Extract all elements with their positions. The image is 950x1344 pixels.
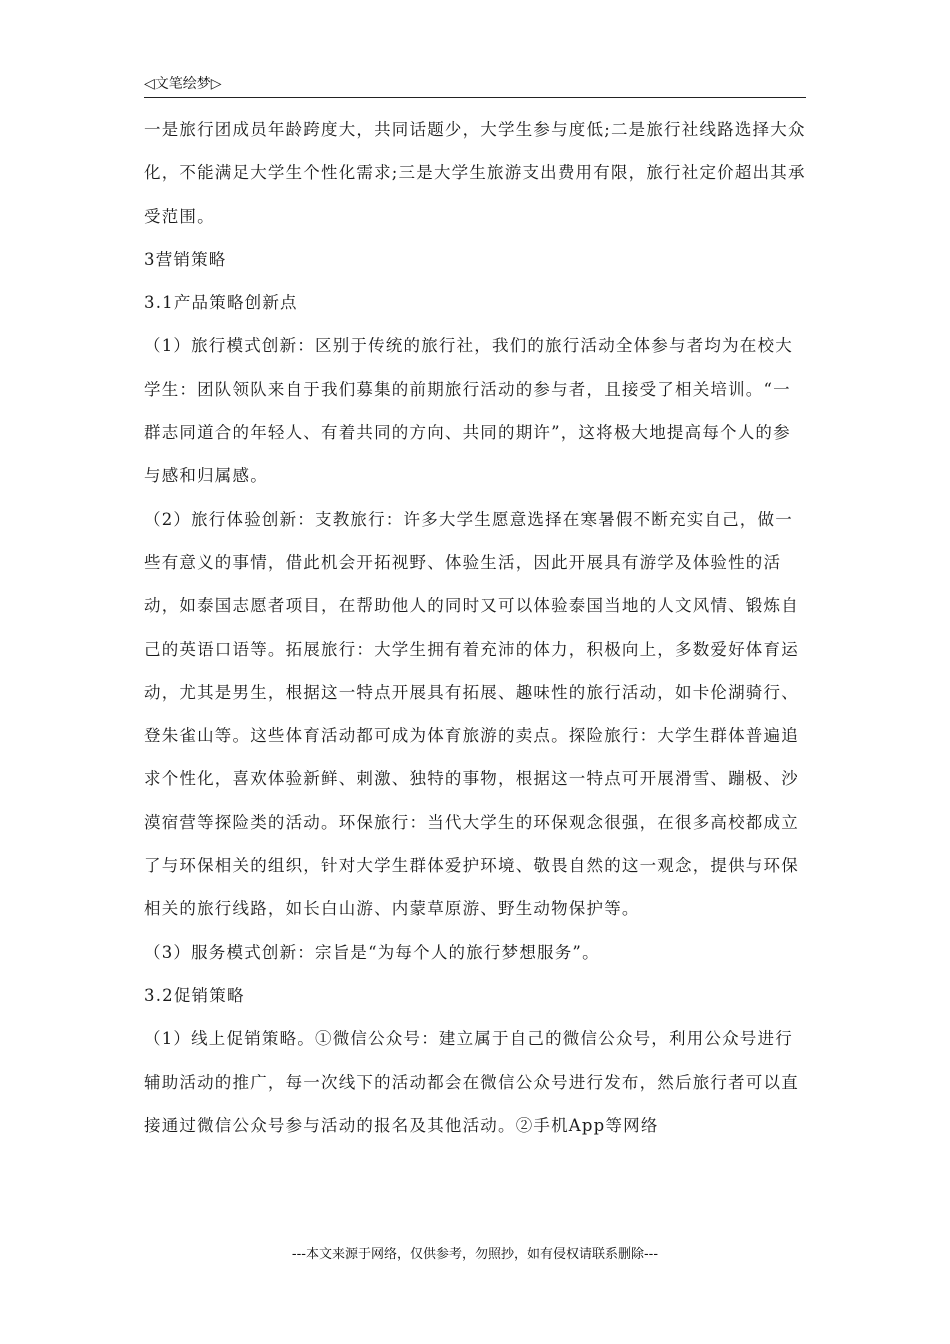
- subsection-heading: 3.1产品策略创新点: [144, 293, 298, 313]
- page-header: [144, 74, 806, 98]
- subsection-heading: 3.2促销策略: [144, 985, 245, 1005]
- section-heading: 3营销策略: [144, 249, 227, 269]
- paragraph: （1）旅行模式创新：区别于传统的旅行社，我们的旅行活动全体参与者均为在校大学生：团队领队来自于我们募集的前期旅行活动的参与者，且接受了相关培训。“一群志同道合的年轻人、有着共同的方向、共同的期许”，这将极大地提高每个人的参与感和归属感。: [144, 336, 793, 486]
- paragraph: （2）旅行体验创新：支教旅行：许多大学生愿意选择在寒暑假不断充实自己，做一些有意义的事情，借此机会开拓视野、体验生活，因此开展具有游学及体验性的活动，如泰国志愿者项目，在帮助他人的同时又可以体验泰国当地的人文风情、锻炼自己的英语口语等。拓展旅行：大学生拥有着充沛的体力，积极向上，多数爱好体育运动，尤其是男生，根据这一特点开展具有拓展、趣味性的旅行活动，如卡伦湖骑行、登朱雀山等。这些体育活动都可成为体育旅游的卖点。探险旅行：大学生群体普遍追求个性化，喜欢体验新鲜、刺激、独特的事物，根据这一特点可开展滑雪、蹦极、沙漠宿营等探险类的活动。环保旅行：当代大学生的环保观念很强，在很多高校都成立了与环保相关的组织，针对大学生群体爱护环境、敬畏自然的这一观念，提供与环保相关的旅行线路，如长白山游、内蒙草原游、野生动物保护等。: [144, 509, 799, 919]
- paragraph: 一是旅行团成员年龄跨度大，共同话题少，大学生参与度低;二是旅行社线路选择大众化，不能满足大学生个性化需求;三是大学生旅游支出费用有限，旅行社定价超出其承受范围。: [144, 120, 806, 226]
- page-footer-notice: ---本文来源于网络，仅供参考，勿照抄，如有侵权请联系删除---: [291, 1247, 659, 1262]
- paragraph: （3）服务模式创新：宗旨是“为每个人的旅行梦想服务”。: [144, 942, 600, 962]
- paragraph: （1）线上促销策略。①微信公众号：建立属于自己的微信公众号，利用公众号进行辅助活动的推广，每一次线下的活动都会在微信公众号进行发布，然后旅行者可以直接通过微信公众号参与活动的报名及其他活动。②手机App等网络: [144, 1029, 799, 1135]
- document-body: [144, 108, 806, 1147]
- brand-logo-text: ◁文笔绘梦▷: [144, 76, 222, 92]
